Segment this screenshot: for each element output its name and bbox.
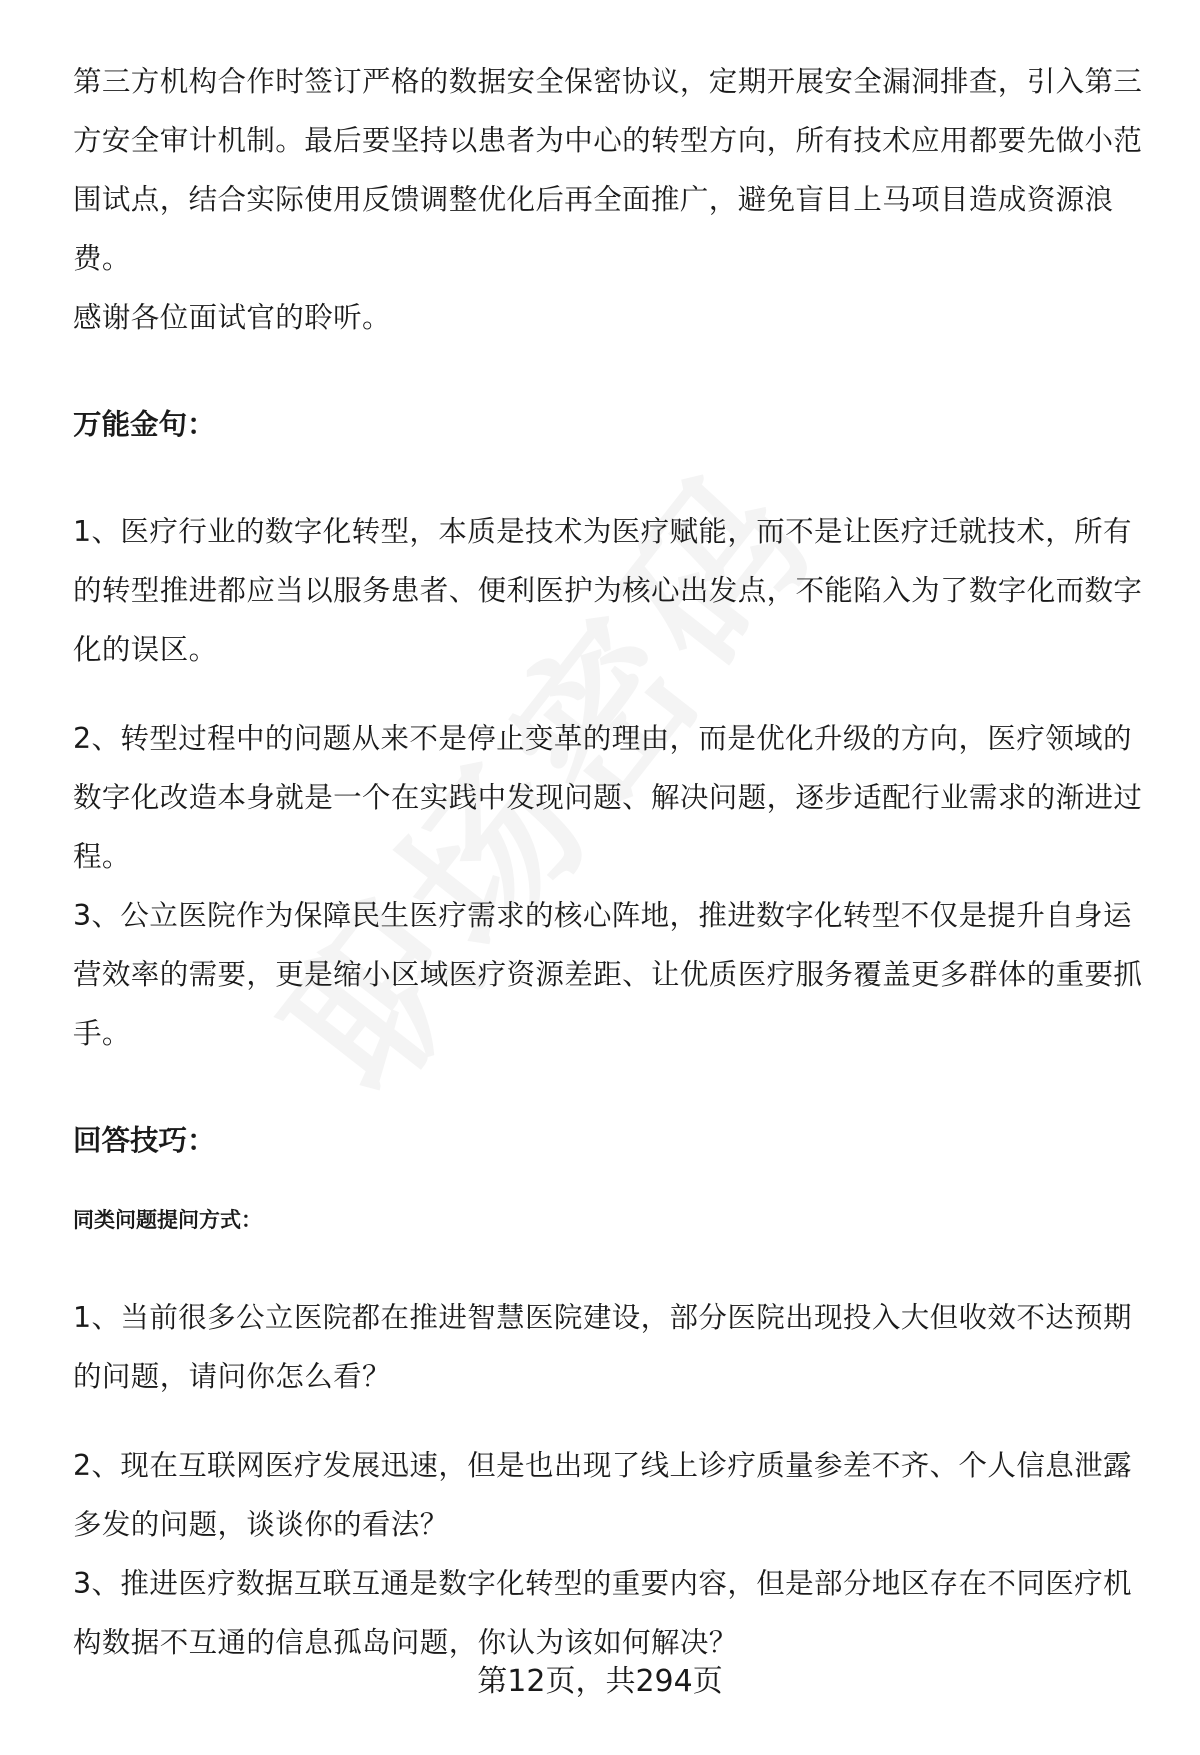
question-item: 3、推进医疗数据互联互通是数字化转型的重要内容，但是部分地区存在不同医疗机构数据不互通的信息孤岛问题，你认为该如何解决？ — [73, 1567, 1132, 1659]
closing-line: 感谢各位面试官的聆听。 — [73, 301, 391, 334]
golden-sentence-item: 3、公立医院作为保障民生医疗需求的核心阵地，推进数字化转型不仅是提升自身运营效率的需要，更是缩小区域医疗资源差距、让优质医疗服务覆盖更多群体的重要抓手。 — [73, 899, 1143, 1050]
page-number-footer: 第12页，共294页 — [477, 1664, 723, 1699]
document-body — [73, 52, 1148, 1672]
question-item: 2、现在互联网医疗发展迅速，但是也出现了线上诊疗质量参差不齐、个人信息泄露多发的问题，谈谈你的看法？ — [73, 1449, 1132, 1541]
golden-sentences-heading: 万能金句： — [73, 408, 216, 441]
golden-sentence-item: 1、医疗行业的数字化转型，本质是技术为医疗赋能，而不是让医疗迁就技术，所有的转型推进都应当以服务患者、便利医护为核心出发点，不能陷入为了数字化而数字化的误区。 — [73, 515, 1143, 666]
golden-sentence-item: 2、转型过程中的问题从来不是停止变革的理由，而是优化升级的方向，医疗领域的数字化改造本身就是一个在实践中发现问题、解决问题，逐步适配行业需求的渐进过程。 — [73, 722, 1143, 873]
answer-tips-heading: 回答技巧： — [73, 1124, 216, 1157]
continuation-paragraph: 第三方机构合作时签订严格的数据安全保密协议，定期开展安全漏洞排查，引入第三方安全审计机制。最后要坚持以患者为中心的转型方向，所有技术应用都要先做小范围试点，结合实际使用反馈调整优化后再全面推广，避免盲目上马项目造成资源浪费。 — [73, 65, 1143, 275]
similar-questions-subheading: 同类问题提问方式： — [73, 1208, 262, 1232]
question-item: 1、当前很多公立医院都在推进智慧医院建设，部分医院出现投入大但收效不达预期的问题，请问你怎么看？ — [73, 1301, 1132, 1393]
